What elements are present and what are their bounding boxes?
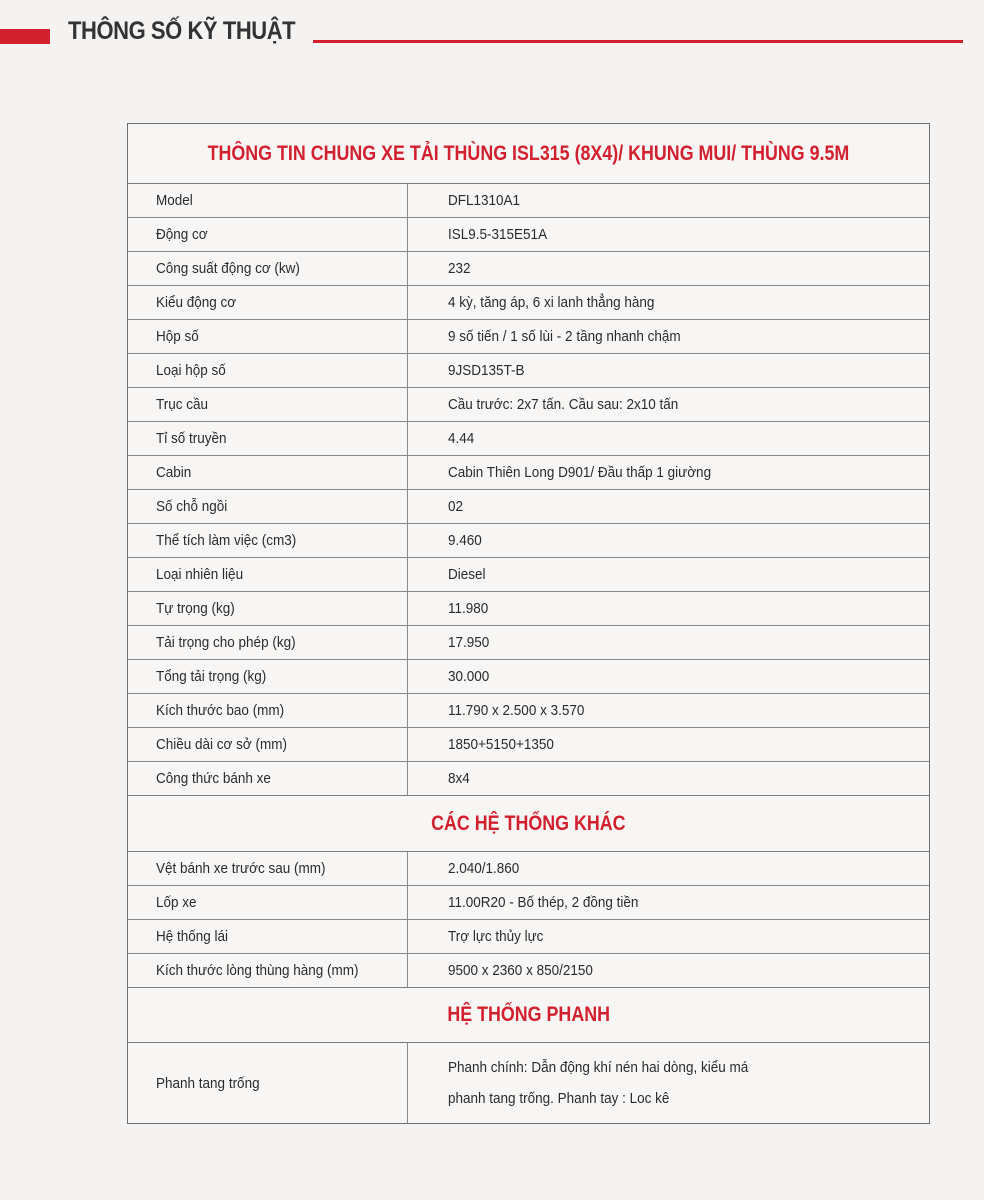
spec-value: Trợ lực thủy lực	[448, 928, 544, 945]
spec-row	[128, 920, 929, 954]
spec-value: Diesel	[448, 566, 486, 583]
spec-label: Model	[128, 184, 408, 217]
spec-value: Cầu trước: 2x7 tấn. Cầu sau: 2x10 tấn	[448, 396, 679, 413]
spec-value: 4 kỳ, tăng áp, 6 xi lanh thẳng hàng	[448, 294, 655, 311]
brake-section-title: HỆ THỐNG PHANH	[128, 988, 929, 1043]
spec-value: 02	[448, 498, 464, 515]
spec-label: Công suất động cơ (kw)	[128, 252, 408, 285]
page-heading: THÔNG SỐ KỸ THUẬT	[68, 17, 296, 45]
spec-value: 11.00R20 - Bố thép, 2 đồng tiền	[448, 894, 639, 911]
spec-label: Loại nhiên liệu	[128, 558, 408, 591]
spec-value: 17.950	[448, 634, 490, 651]
spec-row	[128, 354, 929, 388]
spec-row	[128, 252, 929, 286]
spec-value: 8x4	[448, 770, 470, 787]
header-accent-bar	[0, 29, 50, 44]
spec-row	[128, 218, 929, 252]
spec-row	[128, 558, 929, 592]
brake-value: Phanh chính: Dẫn động khí nén hai dòng, kiểu má phanh tang trống. Phanh tay : Loc kê	[448, 1059, 749, 1107]
spec-label: Kiểu động cơ	[128, 286, 408, 319]
spec-label: Tự trọng (kg)	[128, 592, 408, 625]
spec-value: 4.44	[448, 430, 475, 447]
spec-value: 9 số tiến / 1 số lùi - 2 tầng nhanh chậm	[448, 328, 681, 345]
spec-row	[128, 286, 929, 320]
spec-label: Loại hộp số	[128, 354, 408, 387]
brake-row	[128, 1043, 929, 1123]
general-spec-list	[128, 184, 929, 796]
spec-value: 9.460	[448, 532, 482, 549]
spec-row	[128, 886, 929, 920]
spec-row	[128, 388, 929, 422]
spec-label: Kích thước lòng thùng hàng (mm)	[128, 954, 408, 987]
spec-label: Thể tích làm việc (cm3)	[128, 524, 408, 557]
spec-label: Công thức bánh xe	[128, 762, 408, 795]
brake-label: Phanh tang trống	[128, 1043, 408, 1123]
spec-label: Kích thước bao (mm)	[128, 694, 408, 727]
spec-row	[128, 592, 929, 626]
spec-label: Tỉ số truyền	[128, 422, 408, 455]
spec-label: Số chỗ ngồi	[128, 490, 408, 523]
spec-value: 9JSD135T-B	[448, 362, 525, 379]
other-spec-list	[128, 852, 929, 988]
spec-value: 232	[448, 260, 471, 277]
spec-row	[128, 660, 929, 694]
spec-label: Động cơ	[128, 218, 408, 251]
spec-value: 2.040/1.860	[448, 860, 520, 877]
spec-value: Cabin Thiên Long D901/ Đầu thấp 1 giường	[448, 464, 712, 481]
spec-row	[128, 524, 929, 558]
spec-row	[128, 728, 929, 762]
spec-value: DFL1310A1	[448, 192, 521, 209]
spec-value: 11.790 x 2.500 x 3.570	[448, 702, 585, 719]
spec-row	[128, 626, 929, 660]
spec-label: Lốp xe	[128, 886, 408, 919]
spec-value: 1850+5150+1350	[448, 736, 554, 753]
spec-label: Chiều dài cơ sở (mm)	[128, 728, 408, 761]
spec-label: Cabin	[128, 456, 408, 489]
spec-value: 9500 x 2360 x 850/2150	[448, 962, 593, 979]
spec-label: Tổng tải trọng (kg)	[128, 660, 408, 693]
other-section-title: CÁC HỆ THỐNG KHÁC	[128, 796, 929, 852]
spec-row	[128, 184, 929, 218]
spec-row	[128, 456, 929, 490]
spec-value: 30.000	[448, 668, 490, 685]
spec-label: Hệ thống lái	[128, 920, 408, 953]
spec-value: ISL9.5-315E51A	[448, 226, 548, 243]
spec-label: Trục cầu	[128, 388, 408, 421]
general-section-title: THÔNG TIN CHUNG XE TẢI THÙNG ISL315 (8X4)/ KHUNG MUI/ THÙNG 9.5M	[128, 124, 929, 184]
spec-row	[128, 320, 929, 354]
spec-row	[128, 762, 929, 796]
spec-label: Vệt bánh xe trước sau (mm)	[128, 852, 408, 885]
header-divider	[313, 40, 963, 43]
spec-row	[128, 422, 929, 456]
spec-row	[128, 852, 929, 886]
spec-row	[128, 954, 929, 988]
spec-label: Hộp số	[128, 320, 408, 353]
spec-label: Tải trọng cho phép (kg)	[128, 626, 408, 659]
spec-row	[128, 694, 929, 728]
spec-value: 11.980	[448, 600, 489, 617]
spec-row	[128, 490, 929, 524]
spec-table	[127, 123, 930, 1124]
